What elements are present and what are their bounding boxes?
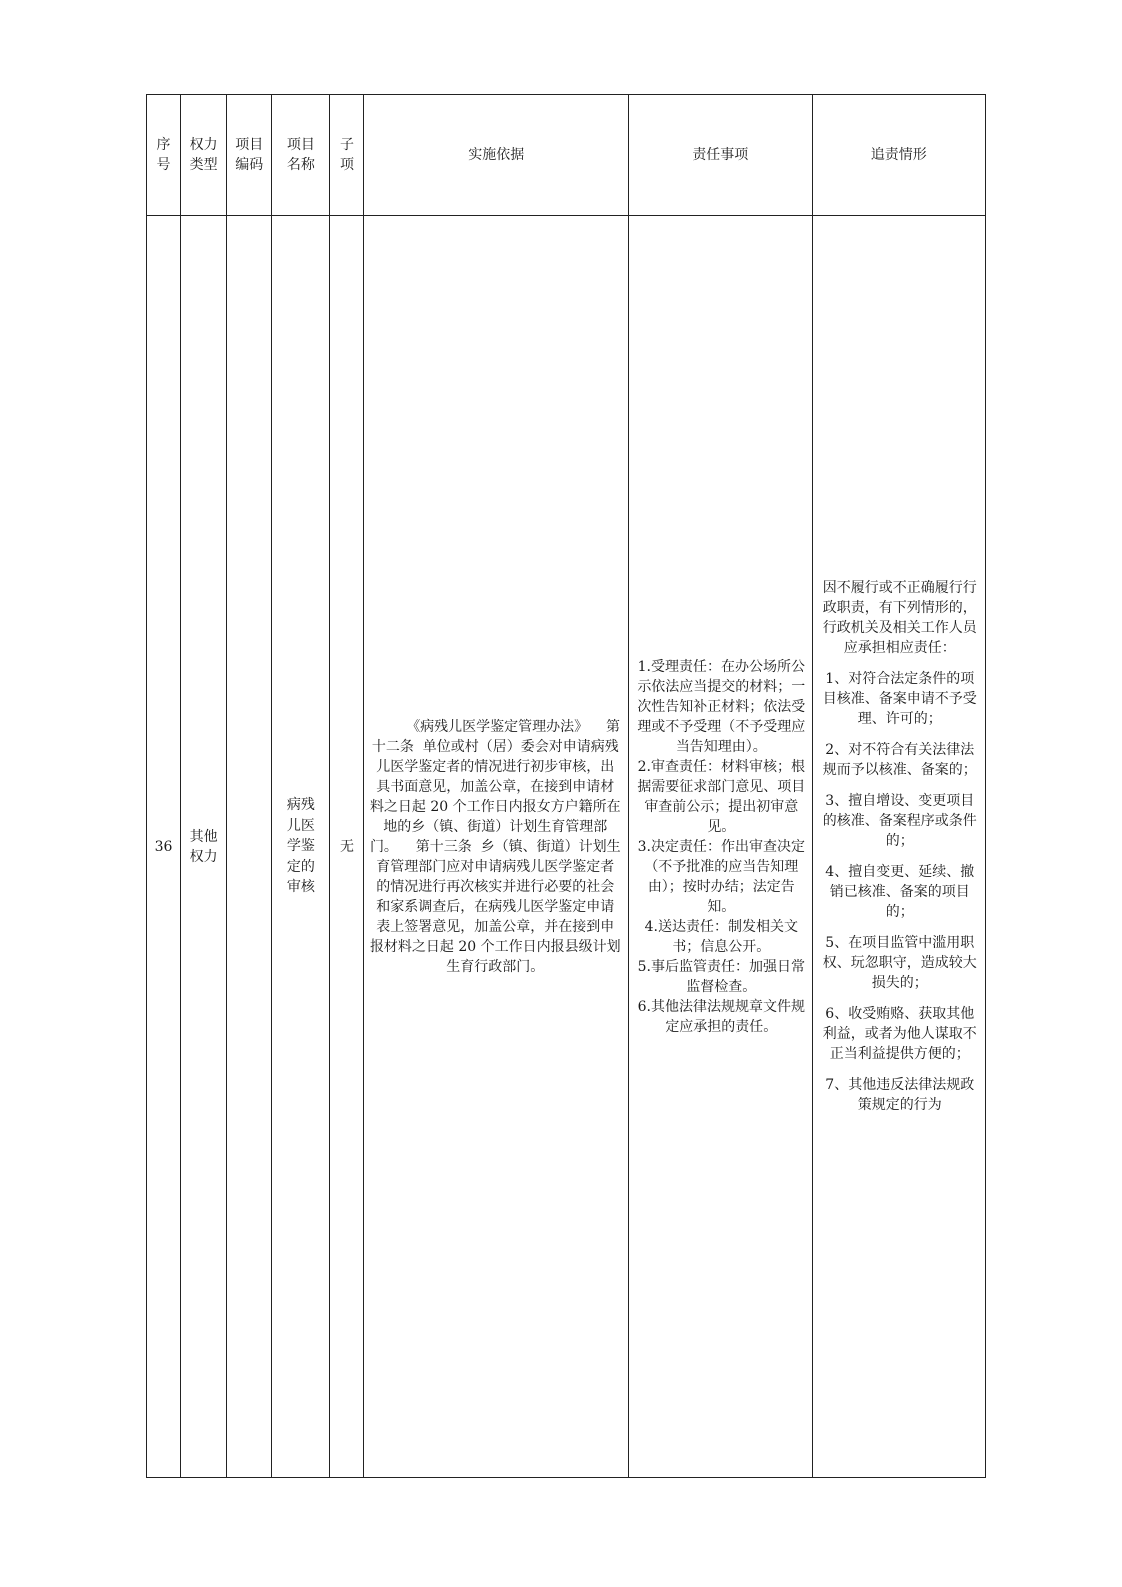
cell-accountability — [812, 216, 985, 1478]
cell-basis: 《病残儿医学鉴定管理办法》 第十二条 单位或村（居）委会对申请病残儿医学鉴定者的情况进行初步审核，出具书面意见，加盖公章，在接到申请材料之日起 20 个工作日内报女方户籍所在地的乡（镇、街道）计划生育管理部门。 第十三条 乡（镇、街道）计划生育管理部门应对申请病残儿医学鉴定者的情况进行再次核实并进行必要的社会和家系调查后，在病残儿医学鉴定申请表上签署意见，加盖公章，并在接到申报材料之日起 20 个工作日内报县级计划生育行政部门。 — [364, 216, 629, 1478]
cell-sub-item: 无 — [330, 216, 364, 1478]
accountability-item: 4、擅自变更、延续、撤销已核准、备案的项目的； — [825, 864, 975, 920]
accountability-item: 因不履行或不正确履行行政职责，有下列情形的，行政机关及相关工作人员应承担相应责任： — [822, 580, 977, 656]
header-duties: 责任事项 — [629, 95, 812, 216]
header-accountability: 追责情形 — [812, 95, 985, 216]
duty-item: 4.送达责任：制发相关文书；信息公开。 — [644, 918, 798, 955]
cell-power-type: 其他权力 — [181, 216, 227, 1478]
accountability-item: 1、对符合法定条件的项目核准、备案申请不予受理、许可的； — [822, 671, 977, 727]
header-sub-item: 子项 — [330, 95, 364, 216]
accountability-item: 6、收受贿赂、获取其他利益，或者为他人谋取不正当利益提供方便的； — [822, 1006, 977, 1062]
duty-item: 6.其他法律法规规章文件规定应承担的责任。 — [637, 998, 805, 1035]
power-list-table — [146, 94, 986, 1478]
cell-item-code — [227, 216, 272, 1478]
cell-seq: 36 — [147, 216, 181, 1478]
cell-duties — [629, 216, 812, 1478]
header-basis: 实施依据 — [364, 95, 629, 216]
accountability-item: 3、擅自增设、变更项目的核准、备案程序或条件的； — [822, 793, 977, 849]
cell-item-name: 病残儿医学鉴定的审核 — [272, 216, 330, 1478]
header-power-type: 权力类型 — [181, 95, 227, 216]
duty-item: 3.决定责任：作出审查决定（不予批准的应当告知理由）；按时办结；法定告知。 — [637, 838, 805, 915]
duty-item: 2.审查责任：材料审核；根据需要征求部门意见、项目审查前公示；提出初审意见。 — [637, 758, 806, 835]
header-item-name: 项目名称 — [272, 95, 330, 216]
accountability-item: 5、在项目监管中滥用职权、玩忽职守，造成较大损失的； — [822, 935, 977, 991]
header-item-code: 项目编码 — [227, 95, 272, 216]
table-row — [147, 216, 986, 1478]
accountability-item: 7、其他违反法律法规政策规定的行为 — [825, 1077, 975, 1113]
table-header-row — [147, 95, 986, 216]
duty-item: 5.事后监管责任：加强日常监督检查。 — [637, 958, 805, 995]
duty-item: 1.受理责任：在办公场所公示依法应当提交的材料；一次性告知补正材料；依法受理或不予受理（不予受理应当告知理由）。 — [637, 658, 806, 755]
header-seq: 序号 — [147, 95, 181, 216]
accountability-item: 2、对不符合有关法律法规而予以核准、备案的； — [822, 742, 977, 778]
